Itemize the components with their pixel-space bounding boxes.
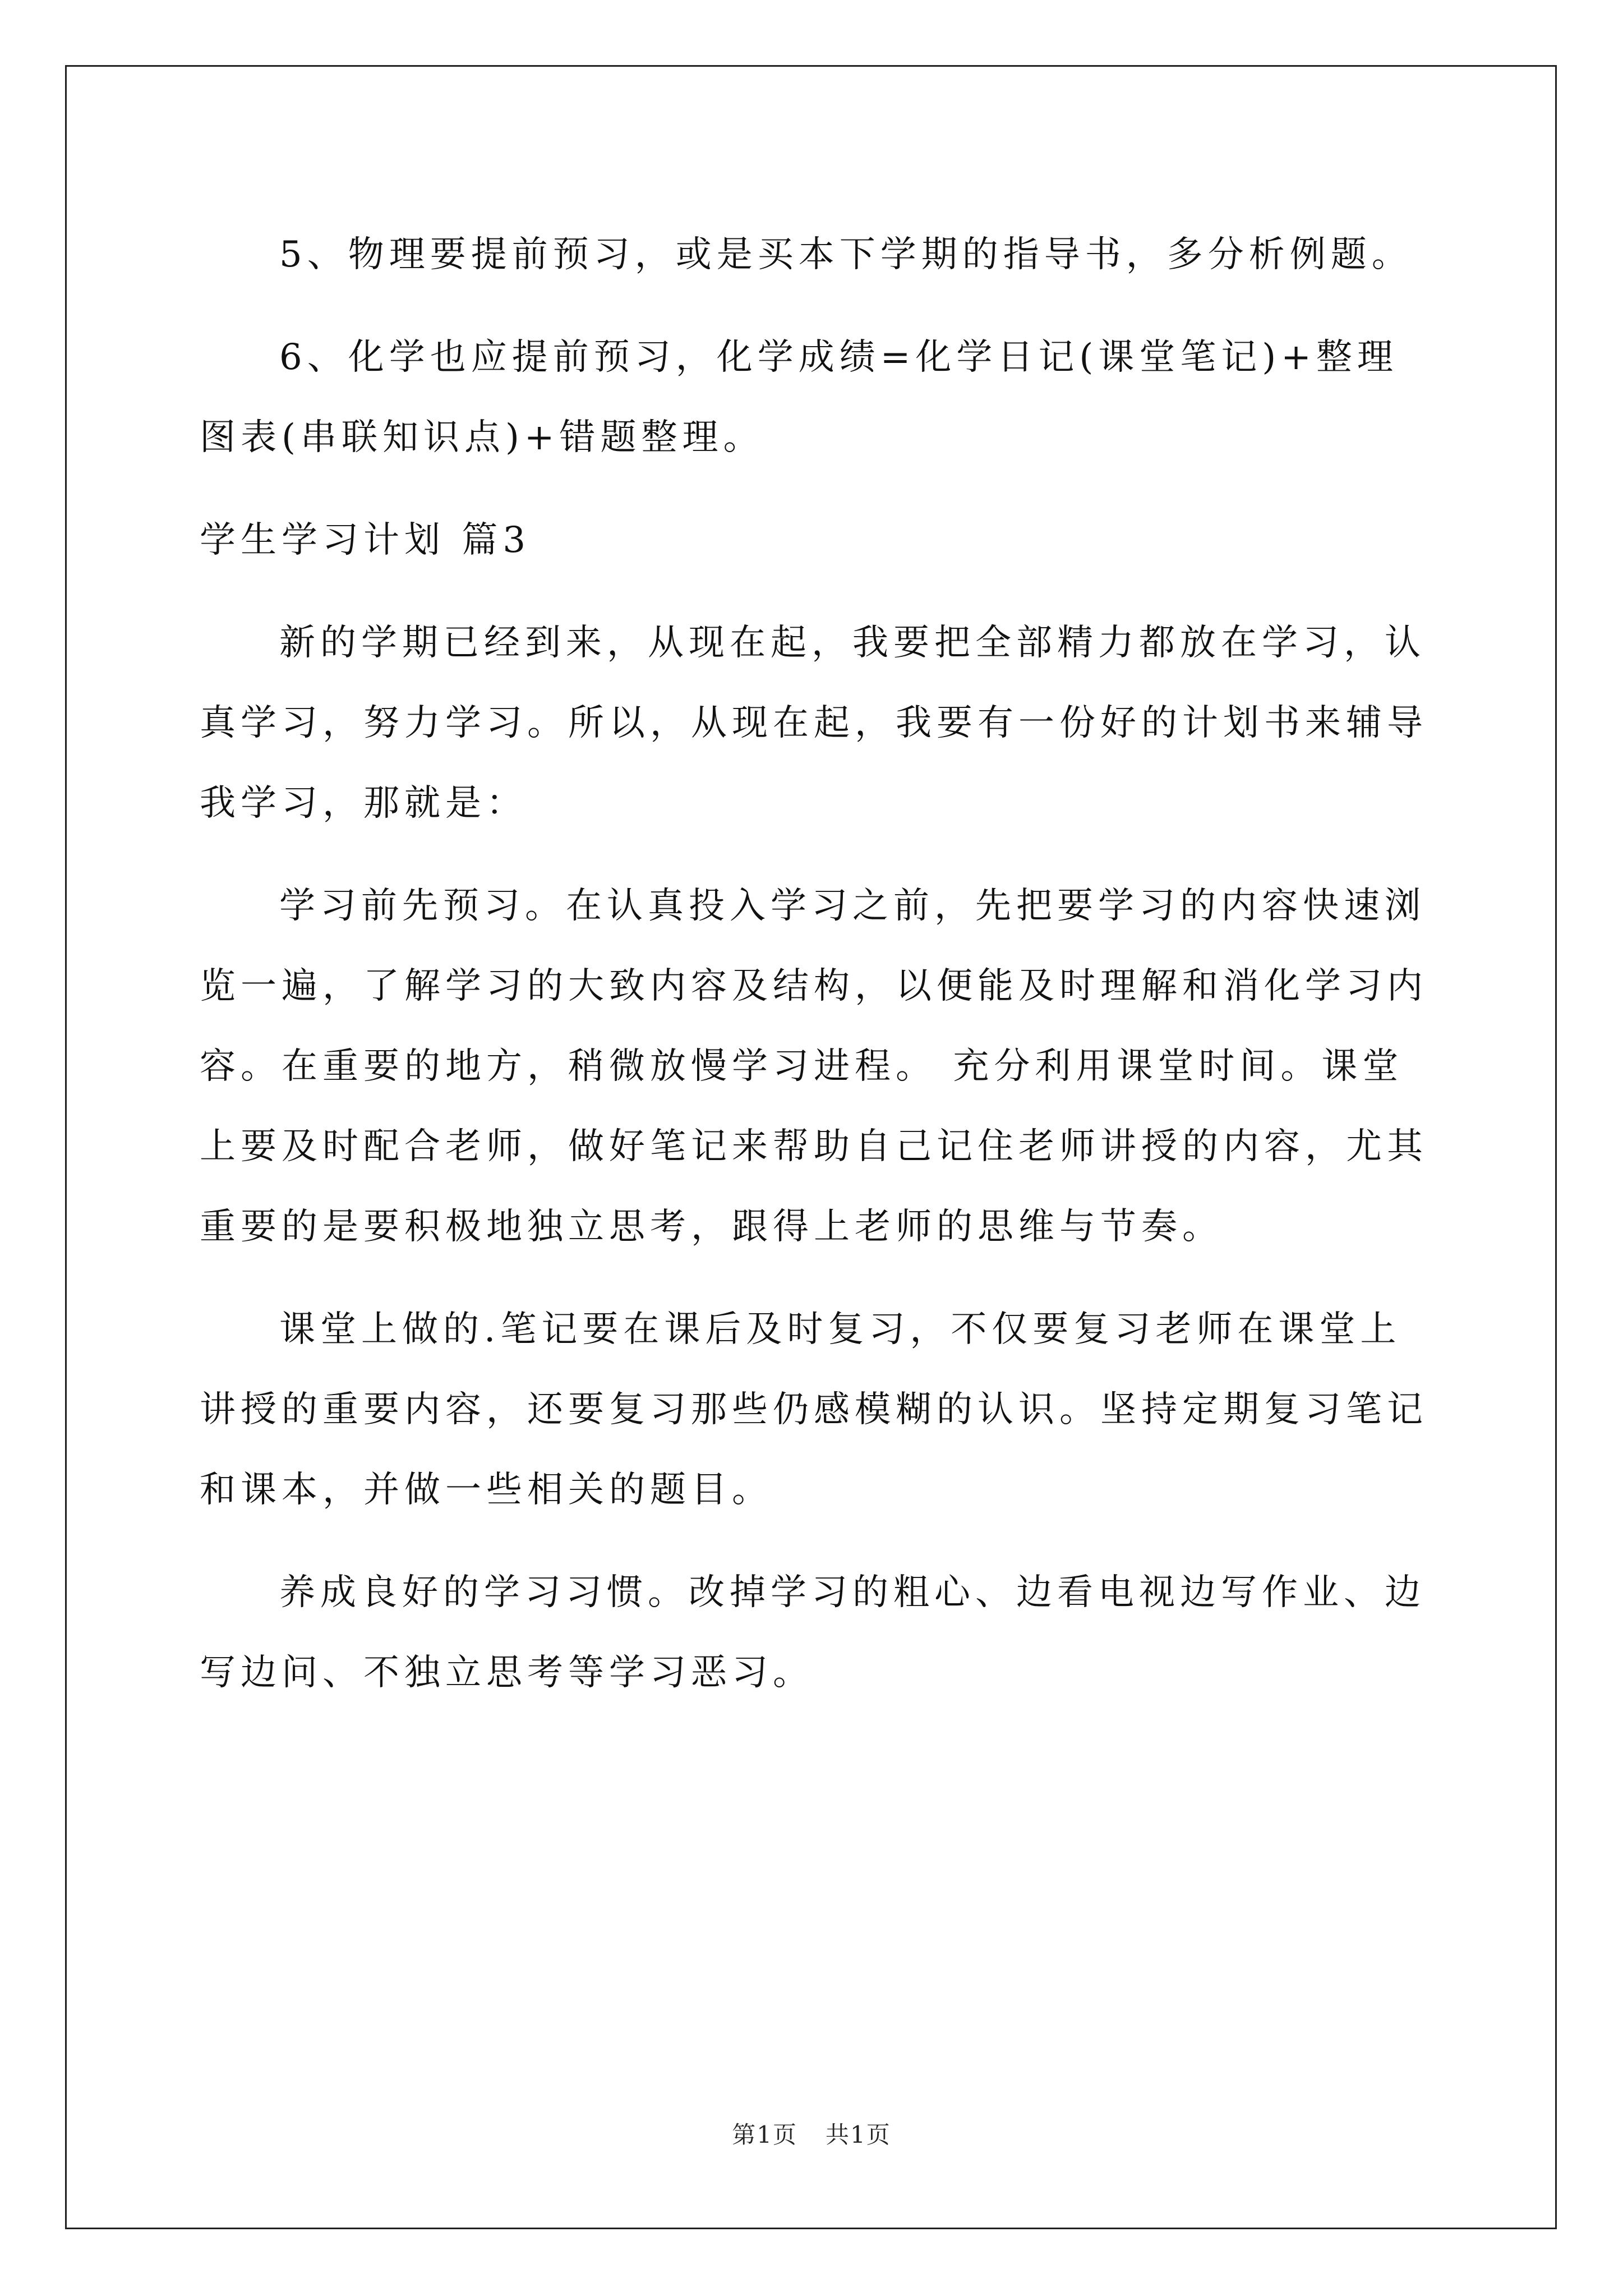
paragraph-gap: [200, 581, 1433, 603]
paragraph-physics: 5、物理要提前预习，或是买本下学期的指导书，多分析例题。: [279, 234, 1413, 275]
paragraph-gap: [200, 478, 1433, 500]
paragraph-gap: [200, 295, 1433, 318]
page-total: 共1页: [826, 2121, 891, 2148]
paragraph-gap: [200, 844, 1433, 866]
paragraph-gap: [200, 1530, 1433, 1553]
paragraph-habits: 养成良好的学习习惯。改掉学习的粗心、边看电视边写作业、边写边问、不独立思考等学习恶习。: [200, 1572, 1426, 1694]
section-heading: 学生学习计划 篇3: [200, 519, 531, 561]
paragraph-chemistry: 6、化学也应提前预习，化学成绩=化学日记(课堂笔记)+整理图表(串联知识点)+错题整理。: [200, 337, 1398, 458]
paragraph-gap: [200, 1267, 1433, 1290]
document-body: [200, 215, 1433, 1713]
page-footer: [0, 2116, 1623, 2150]
paragraph-review: 课堂上做的.笔记要在课后及时复习，不仅要复习老师在课堂上讲授的重要内容，还要复习那些仍感模糊的认识。坚持定期复习笔记和课本，并做一些相关的题目。: [200, 1309, 1428, 1511]
paragraph-preview: 学习前先预习。在认真投入学习之前，先把要学习的内容快速浏览一遍，了解学习的大致内容及结构，以便能及时理解和消化学习内容。在重要的地方，稍微放慢学习进程。 充分利用课堂时间。课堂上要及时配合老师，做好笔记来帮助自己记住老师讲授的内容，尤其重要的是要积极地独立思考，跟得上老师的思维与节奏。: [200, 885, 1428, 1248]
page-number: 第1页: [732, 2121, 797, 2148]
paragraph-intro: 新的学期已经到来，从现在起，我要把全部精力都放在学习，认真学习，努力学习。所以，从现在起，我要有一份好的计划书来辅导我学习，那就是：: [200, 622, 1428, 824]
